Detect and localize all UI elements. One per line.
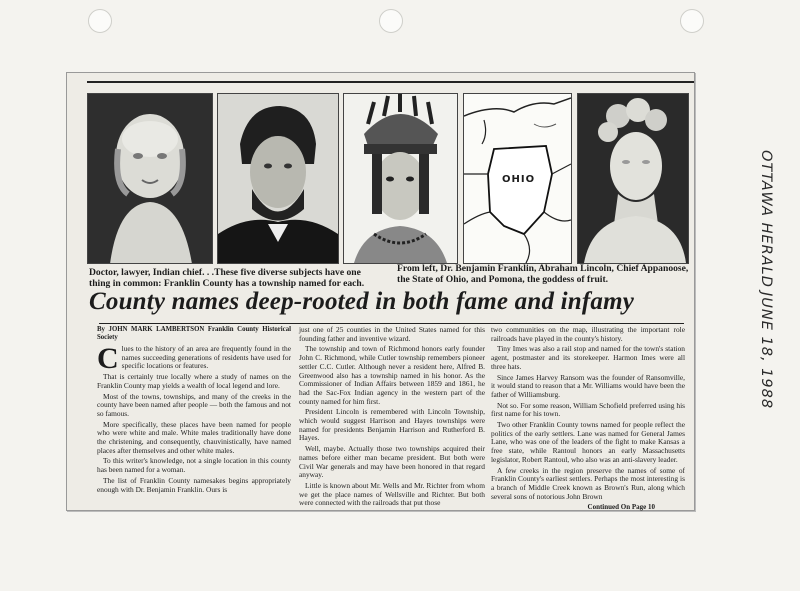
- headline: County names deep-rooted in both fame and infamy: [89, 288, 635, 315]
- paragraph: The township and town of Richmond honors early founder John C. Richmond, while Cutler township remembers pioneer settler C.C. Cutler. Although never a resident here, Alfred B. Greenwood also has a township named in his honor. As the Commissioner of Indian Affairs between 1859 and 1861, he had the Sac-Fox Indian agency in the western part of the county named for him first.: [299, 344, 485, 406]
- paragraph: A few creeks in the region preserve the names of some of Franklin County's earliest settlers. Perhaps the most interesting is a branch of Middle Creek known as Brown's Run, along which several sons of notorious John Brown: [491, 465, 685, 501]
- continued-line: Continued On Page 10: [587, 503, 655, 512]
- franklin-bust-image: [88, 94, 212, 263]
- appanoose-portrait-image: [344, 94, 457, 263]
- byline: By JOHN MARK LAMBERTSON Franklin County Historical Society: [97, 326, 291, 341]
- photo-lincoln: [217, 93, 339, 264]
- article-column-2: [299, 326, 485, 510]
- paper-date: JUNE 18, 1988: [758, 292, 774, 410]
- paragraph: To this writer's knowledge, not a single location in this county has been named for a woman.: [97, 456, 291, 475]
- column-rule: [99, 323, 684, 324]
- paragraph: President Lincoln is remembered with Lincoln Township, which would suggest Harrison and Hayes townships were named for presidents Benjamin Harrison and Rutherford B. Hayes.: [299, 407, 485, 443]
- newspaper-clipping: [66, 72, 695, 511]
- paragraph: Well, maybe. Actually those two townships acquired their names before either man became president. But both were Civil War generals and may have been honored in that regard anyway.: [299, 444, 485, 480]
- punch-hole: [379, 9, 403, 33]
- handwritten-note: [752, 150, 780, 450]
- paper-name: OTTAWA HERALD: [758, 150, 774, 288]
- drop-cap: C: [97, 342, 119, 375]
- paragraph: Tiny Imes was also a rail stop and named for the town's station agent, postmaster and its storekeeper. Harmon Imes were all three hats.: [491, 344, 685, 371]
- paragraph: just one of 25 counties in the United States named for this founding father and inventive wizard.: [299, 325, 485, 343]
- paragraph: Most of the towns, townships, and many of the creeks in the county have been named after people — both the famous and not so famous.: [97, 391, 291, 418]
- paragraph: That is certainly true locally where a study of names on the Franklin County map yields a wealth of local legend and lore.: [97, 372, 291, 390]
- punch-hole: [680, 9, 704, 33]
- paragraph: More specifically, these places have been named for people who were white and male. White males traditionally have done the christening, and consequently, chauvinistically, have named places after themselves and other white males.: [97, 419, 291, 455]
- paragraph: two communities on the map, illustrating the important role railroads have played in the county's history.: [491, 325, 685, 343]
- top-rule: [87, 81, 694, 83]
- ohio-label: OHIO: [502, 174, 536, 185]
- pomona-statue-image: [578, 94, 688, 263]
- photo-appanoose: [343, 93, 458, 264]
- photo-ohio-map: [463, 93, 572, 264]
- paragraph: Little is known about Mr. Wells and Mr. Richter from whom we get the place names of Wellsville and Richter. But both were connected with the railroads that put those: [299, 480, 485, 508]
- paragraph: The list of Franklin County namesakes begins appropriately enough with Dr. Benjamin Franklin. Ours is: [97, 475, 291, 494]
- article-column-1: [97, 326, 291, 496]
- lincoln-portrait-image: [218, 94, 338, 263]
- punch-hole: [88, 9, 112, 33]
- caption-left: Doctor, lawyer, Indian chief. . .These five diverse subjects have one thing in common: Franklin County has a township named for each.: [89, 267, 365, 289]
- caption-right: From left, Dr. Benjamin Franklin, Abraham Lincoln, Chief Appanoose, the State of Ohio, and Pomona, the goddess of fruit.: [397, 263, 689, 285]
- photo-pomona: [577, 93, 689, 264]
- photo-franklin: [87, 93, 213, 264]
- paragraph: Not so. For some reason, William Schofield preferred using his first name for his town.: [491, 400, 685, 419]
- paragraph: Since James Harvey Ransom was the founder of Ransomville, it would stand to reason that a Mr. Williams would have been the father of Williamsburg.: [491, 372, 685, 399]
- paragraph: lues to the history of an area are frequently found in the names succeeding generations of residents have used for specific locations or features.: [121, 344, 291, 371]
- article-column-3: [491, 326, 685, 512]
- paragraph: Two other Franklin County towns named for people reflect the politics of the early settlers. Lane was named for General James Lane, who was one of the leaders of the fight to make Kansas a free state, while Rantoul honors an early Massachusetts legislator, Robert Rantoul, who also was an anti-slavery leader.: [491, 420, 685, 464]
